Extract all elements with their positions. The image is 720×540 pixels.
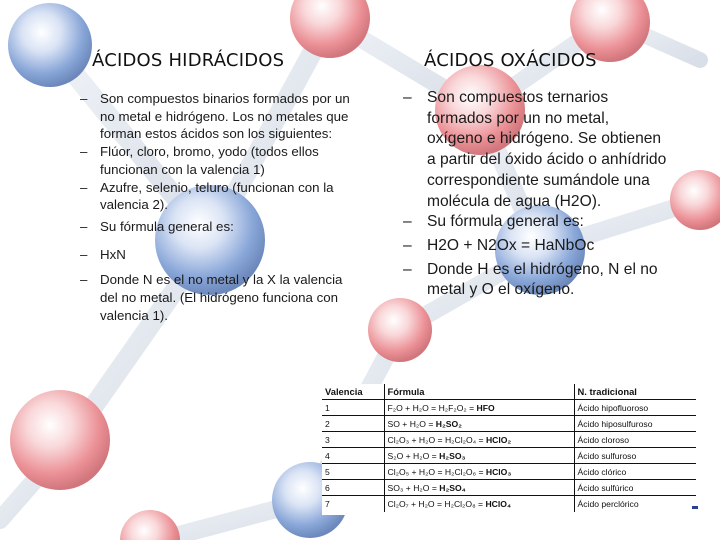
nombre-cell: Ácido sulfúrico (574, 480, 696, 496)
valencia-cell: 2 (322, 416, 384, 432)
valencia-cell: 4 (322, 448, 384, 464)
column-header: Valencia (322, 384, 384, 400)
nombre-cell: Ácido perclórico (574, 496, 696, 512)
table-corner-mark (692, 506, 698, 509)
formula-result: HClO₃ (485, 466, 512, 477)
valencia-cell: 7 (322, 496, 384, 512)
formula-cell (384, 448, 574, 464)
table-row (322, 464, 696, 480)
left-bullet-list (100, 90, 355, 324)
formula-result: H₂SO₄ (439, 482, 466, 493)
formula-result: H₂SO₂ (435, 418, 462, 429)
list-item: – Son compuestos ternarios formados por un no metal, oxígeno e hidrógeno. Se obtienen a partir del óxido ácido o anhídrido correspondiente sumándole una molécula de agua (H2O). (427, 88, 667, 212)
valencia-cell: 3 (322, 432, 384, 448)
formula-result: H₂SO₃ (439, 450, 466, 461)
nombre-cell: Ácido clórico (574, 464, 696, 480)
table-body (322, 400, 696, 512)
valencia-cell: 5 (322, 464, 384, 480)
table-row (322, 496, 696, 512)
left-column-title: ÁCIDOS HIDRÁCIDOS (92, 50, 285, 71)
nombre-cell: Ácido sulfuroso (574, 448, 696, 464)
formula-result: HClO₂ (485, 434, 512, 445)
nombre-cell: Ácido hipofluoroso (574, 400, 696, 416)
formula-text: SO + H₂O = (387, 418, 436, 429)
column-header: Fórmula (384, 384, 574, 400)
list-item: – Son compuestos binarios formados por un no metal e hidrógeno. Los no metales que forman estos ácidos son los siguientes: (100, 90, 355, 143)
valence-table (322, 384, 696, 515)
table-row (322, 480, 696, 496)
list-item: – Donde H es el hidrógeno, N el no metal y O el oxígeno. (427, 260, 667, 301)
list-item: – Su fórmula general es: (100, 218, 355, 236)
formula-cell (384, 464, 574, 480)
formula-text: F₂O + H₂O = H₂F₂O₂ = (387, 402, 477, 413)
table-row (322, 432, 696, 448)
formula-cell (384, 480, 574, 496)
formula-result: HClO₄ (485, 498, 512, 509)
nombre-cell: Ácido hiposulfuroso (574, 416, 696, 432)
table-row (322, 400, 696, 416)
list-item: – HxN (100, 246, 355, 264)
formula-text: SO₃ + H₂O = (387, 482, 440, 493)
formula-cell (384, 416, 574, 432)
list-item: – Flúor, cloro, bromo, yodo (todos ellos funcionan con la valencia 1) (100, 143, 355, 178)
list-item: – Donde N es el no metal y la X la valencia del no metal. (El hidrógeno funciona con valencia 1). (100, 271, 355, 324)
formula-text: S₂O + H₂O = (387, 450, 440, 461)
list-item: – H2O + N2Ox = HaNbOc (427, 236, 667, 257)
formula-cell (384, 400, 574, 416)
formula-result: HFO (476, 402, 495, 413)
column-header: N. tradicional (577, 386, 637, 397)
nombre-cell: Ácido cloroso (574, 432, 696, 448)
formula-cell (384, 496, 574, 512)
table-header-row (322, 384, 696, 400)
valencia-cell: 1 (322, 400, 384, 416)
table-row (322, 416, 696, 432)
formula-text: Cl₂O₇ + H₂O = H₂Cl₂O₈ = (387, 498, 486, 509)
list-item: – Su fórmula general es: (427, 212, 667, 233)
formula-text: Cl₂O₃ + H₂O = H₂Cl₂O₄ = (387, 434, 486, 445)
table-row (322, 448, 696, 464)
formula-text: Cl₂O₅ + H₂O = H₂Cl₂O₆ = (387, 466, 486, 477)
right-column-title: ÁCIDOS OXÁCIDOS (424, 50, 597, 71)
formula-cell (384, 432, 574, 448)
valencia-cell: 6 (322, 480, 384, 496)
right-bullet-list (427, 88, 667, 301)
list-item: – Azufre, selenio, teluro (funcionan con la valencia 2). (100, 179, 355, 214)
